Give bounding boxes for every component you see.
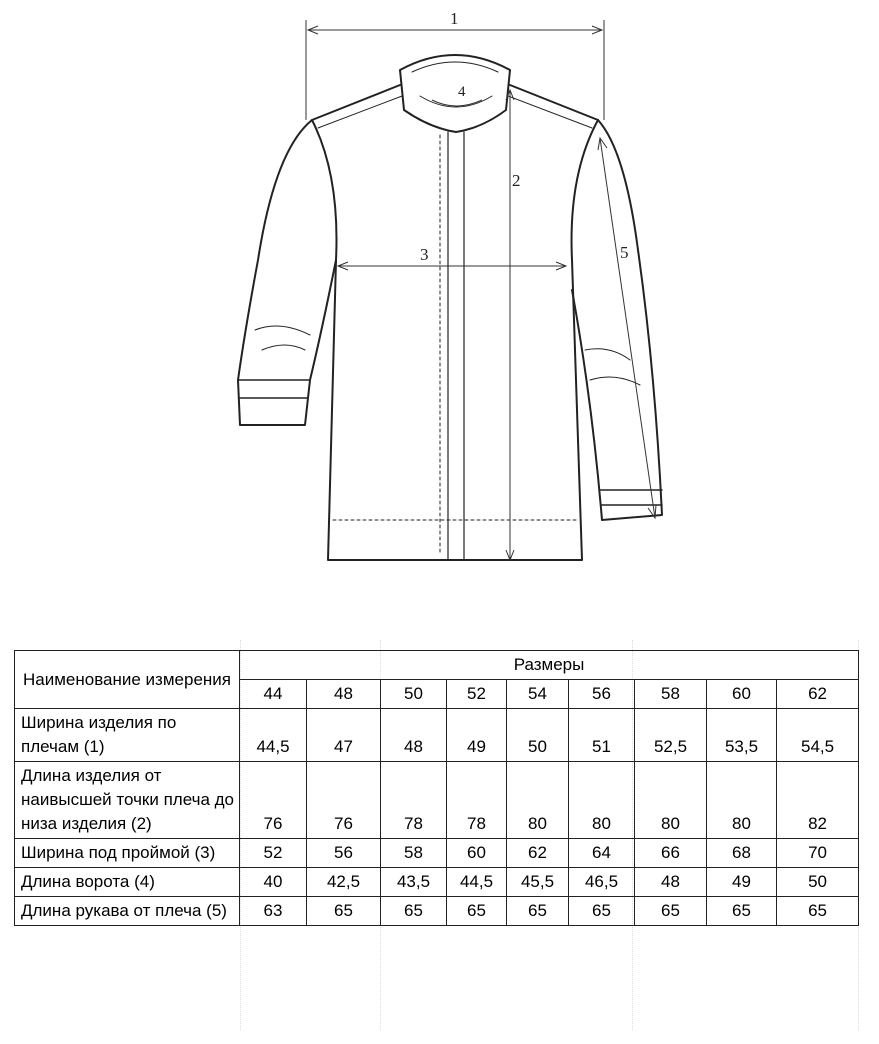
shirt-collar: [400, 55, 510, 132]
measurement-value-cell: 65: [777, 897, 859, 926]
measurement-name-cell: Длина ворота (4): [15, 868, 240, 897]
measurement-value-cell: 50: [507, 709, 569, 762]
measurement-value-cell: 53,5: [707, 709, 777, 762]
measurement-name-cell: Длина изделия от наивысшей точки плеча до низа изделия (2): [15, 762, 240, 839]
measurement-value-cell: 70: [777, 839, 859, 868]
measurement-value-cell: 42,5: [307, 868, 381, 897]
measurement-name-cell: Длина рукава от плеча (5): [15, 897, 240, 926]
measurement-value-cell: 62: [507, 839, 569, 868]
size-header-cell: 50: [381, 680, 447, 709]
size-header-cell: 60: [707, 680, 777, 709]
shirt-placket: [448, 132, 464, 560]
table-row: [15, 762, 859, 839]
measurement-value-cell: 76: [240, 762, 307, 839]
measurement-value-cell: 44,5: [240, 709, 307, 762]
measurement-value-cell: 66: [635, 839, 707, 868]
measurement-value-cell: 49: [447, 709, 507, 762]
measurement-value-cell: 45,5: [507, 868, 569, 897]
measurement-value-cell: 65: [635, 897, 707, 926]
size-header-cell: 62: [777, 680, 859, 709]
shirt-right-shoulder: [510, 85, 598, 120]
measure-label-4: 4: [458, 84, 466, 100]
size-header-cell: 56: [569, 680, 635, 709]
measure-label-1: 1: [450, 9, 459, 28]
measurement-value-cell: 65: [447, 897, 507, 926]
measurement-value-cell: 49: [707, 868, 777, 897]
measurement-name-cell: Ширина под проймой (3): [15, 839, 240, 868]
measurement-value-cell: 44,5: [447, 868, 507, 897]
measurement-value-cell: 56: [307, 839, 381, 868]
measurement-value-cell: 52,5: [635, 709, 707, 762]
shirt-right-sleeve: [572, 120, 662, 520]
measurement-value-cell: 48: [635, 868, 707, 897]
table-row: [15, 897, 859, 926]
header-sizes-cell: Размеры: [240, 651, 859, 680]
size-table: [14, 650, 859, 926]
measurement-value-cell: 80: [707, 762, 777, 839]
header-name-cell: Наименование измерения: [15, 651, 240, 709]
measurement-value-cell: 80: [569, 762, 635, 839]
measurement-value-cell: 65: [307, 897, 381, 926]
measurement-name-cell: Ширина изделия по плечам (1): [15, 709, 240, 762]
measurement-value-cell: 43,5: [381, 868, 447, 897]
measurement-value-cell: 40: [240, 868, 307, 897]
measurement-value-cell: 48: [381, 709, 447, 762]
measure-label-5: 5: [620, 243, 629, 262]
size-header-cell: 58: [635, 680, 707, 709]
shirt-left-shoulder: [312, 85, 400, 120]
measurement-value-cell: 65: [569, 897, 635, 926]
size-header-cell: 52: [447, 680, 507, 709]
measurement-value-cell: 76: [307, 762, 381, 839]
size-header-cell: 54: [507, 680, 569, 709]
measure-label-3: 3: [420, 245, 429, 264]
measurement-value-cell: 50: [777, 868, 859, 897]
shirt-body-outline: [312, 120, 598, 560]
measurement-value-cell: 63: [240, 897, 307, 926]
table-row: [15, 709, 859, 762]
measurement-value-cell: 68: [707, 839, 777, 868]
table-row: [15, 839, 859, 868]
measurement-value-cell: 80: [635, 762, 707, 839]
size-header-cell: 48: [307, 680, 381, 709]
size-header-cell: 44: [240, 680, 307, 709]
measurement-value-cell: 54,5: [777, 709, 859, 762]
table-header-row: [15, 651, 859, 680]
measurement-value-cell: 65: [507, 897, 569, 926]
measurement-value-cell: 47: [307, 709, 381, 762]
measurement-value-cell: 65: [381, 897, 447, 926]
measurement-value-cell: 82: [777, 762, 859, 839]
measurement-value-cell: 80: [507, 762, 569, 839]
table-row: [15, 868, 859, 897]
measurement-value-cell: 46,5: [569, 868, 635, 897]
measurement-value-cell: 52: [240, 839, 307, 868]
measurement-value-cell: 60: [447, 839, 507, 868]
measurement-value-cell: 64: [569, 839, 635, 868]
measurement-value-cell: 78: [381, 762, 447, 839]
measurement-value-cell: 78: [447, 762, 507, 839]
measurement-value-cell: 65: [707, 897, 777, 926]
measurement-value-cell: 51: [569, 709, 635, 762]
measurement-value-cell: 58: [381, 839, 447, 868]
measure-label-2: 2: [512, 171, 521, 190]
